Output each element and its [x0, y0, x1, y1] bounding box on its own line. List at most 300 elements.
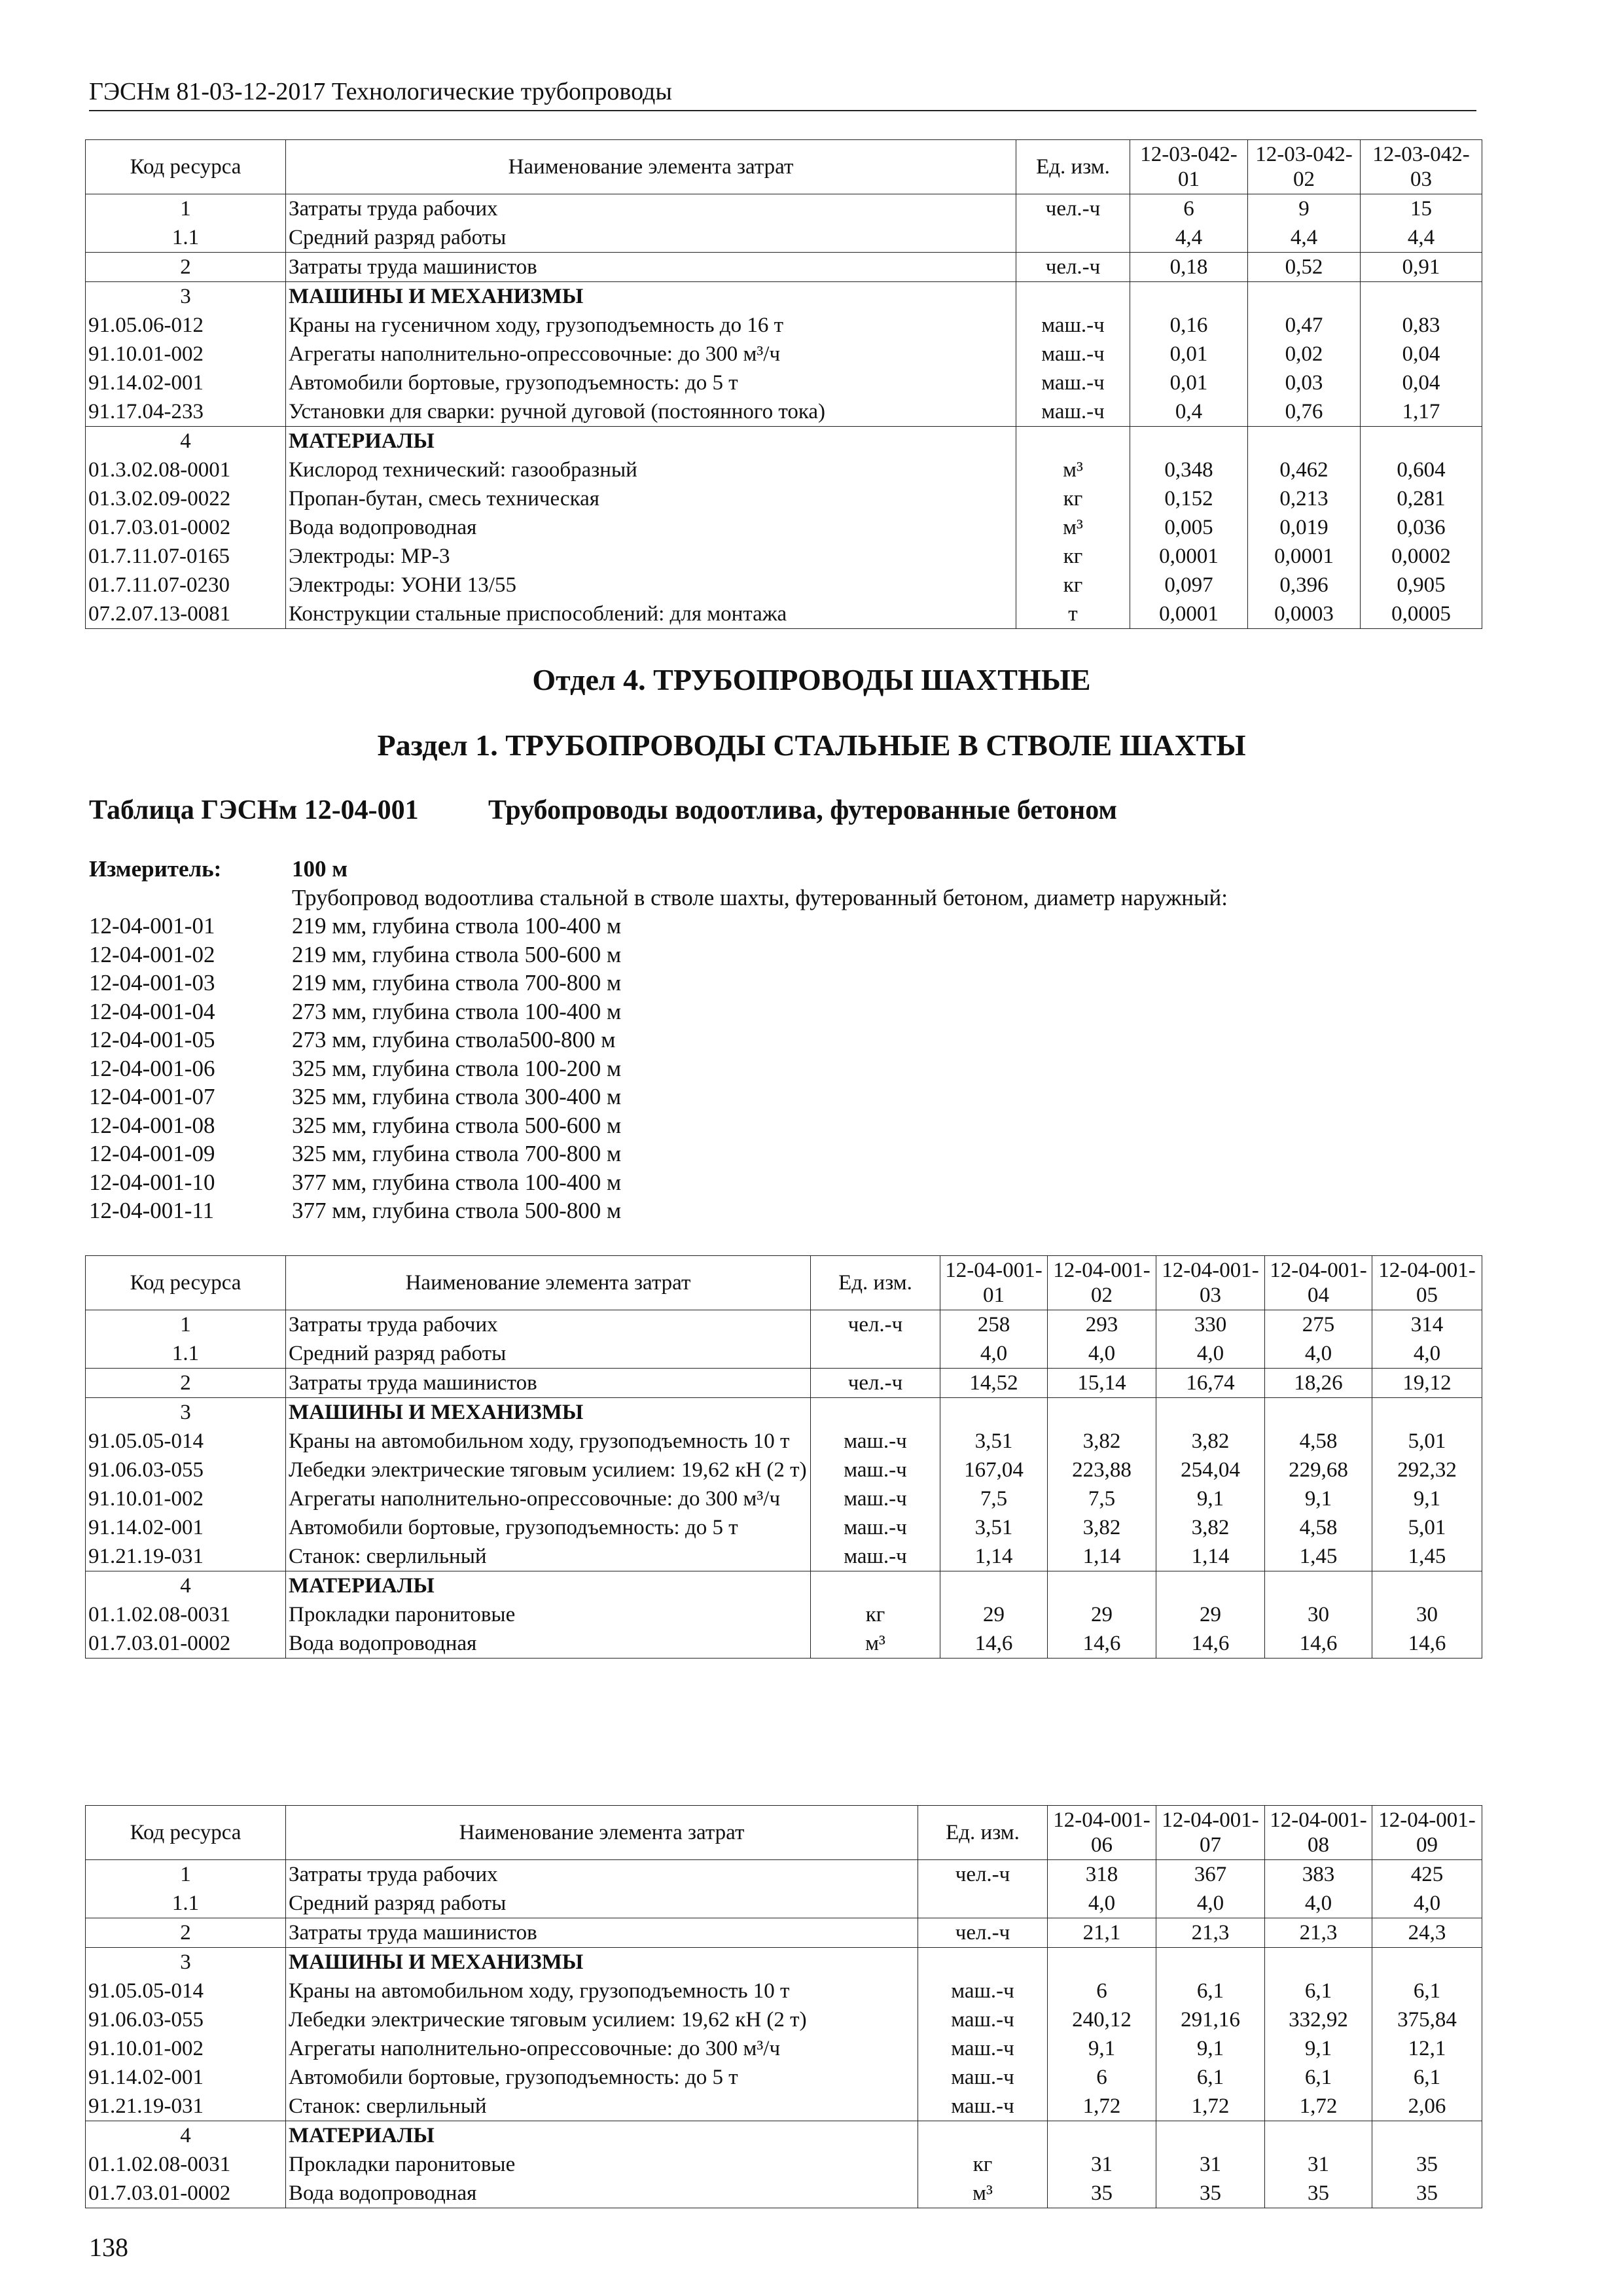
- rate-value: 425: [1372, 1860, 1482, 1890]
- rate-value: [1265, 2121, 1372, 2151]
- rate-value: 1,72: [1048, 2092, 1156, 2121]
- page-number: 138: [89, 2233, 128, 2262]
- resource-code: 01.3.02.08-0001: [86, 456, 286, 484]
- rate-value: 4,4: [1248, 223, 1361, 253]
- unit-of-measure: кг: [1016, 571, 1130, 600]
- resource-code: 91.10.01-002: [86, 1484, 286, 1513]
- table-row: [86, 1456, 1482, 1484]
- rate-value: 0,604: [1361, 456, 1482, 484]
- resource-code: 01.1.02.08-0031: [86, 2150, 286, 2179]
- cost-element-name: Вода водопроводная: [286, 2179, 918, 2208]
- rate-value: 15: [1361, 194, 1482, 224]
- resource-code: 91.14.02-001: [86, 2063, 286, 2092]
- table-row: [86, 223, 1482, 253]
- rate-value: [1048, 2121, 1156, 2151]
- rate-value: 31: [1265, 2150, 1372, 2179]
- rate-value: [1372, 1571, 1482, 1601]
- resource-code: 01.7.03.01-0002: [86, 2179, 286, 2208]
- cost-element-name: МАТЕРИАЛЫ: [286, 1571, 811, 1601]
- unit-of-measure: маш.-ч: [918, 2005, 1048, 2034]
- resource-code: 2: [86, 1918, 286, 1948]
- resource-code: 4: [86, 1571, 286, 1601]
- rate-value: 0,152: [1130, 484, 1248, 513]
- rate-value: 6,1: [1265, 2063, 1372, 2092]
- cost-element-name: Вода водопроводная: [286, 513, 1016, 542]
- unit-of-measure: м³: [1016, 456, 1130, 484]
- rate-value: [1156, 1948, 1265, 1977]
- rate-code: 12-04-001-09: [89, 1141, 215, 1166]
- resource-code: 07.2.07.13-0081: [86, 600, 286, 629]
- table-row: [86, 2121, 1482, 2151]
- rate-code: 12-04-001-01: [89, 913, 215, 939]
- rate-value: [1156, 1398, 1265, 1427]
- rate-value: 0,76: [1248, 397, 1361, 427]
- rate-value: 0,396: [1248, 571, 1361, 600]
- rate-description: 325 мм, глубина ствола 100-200 м: [292, 1055, 622, 1081]
- resource-code: 91.10.01-002: [86, 2034, 286, 2063]
- rate-value: 5,01: [1372, 1427, 1482, 1456]
- rate-value: 6: [1048, 1977, 1156, 2005]
- rate-value: 254,04: [1156, 1456, 1265, 1484]
- rate-value: 7,5: [940, 1484, 1048, 1513]
- cost-element-name: Вода водопроводная: [286, 1629, 811, 1659]
- rate-value: 30: [1265, 1600, 1372, 1629]
- cost-element-name: МАШИНЫ И МЕХАНИЗМЫ: [286, 282, 1016, 312]
- cost-element-name: Затраты труда машинистов: [286, 1918, 918, 1948]
- resource-code: 01.7.11.07-0230: [86, 571, 286, 600]
- cost-element-name: Лебедки электрические тяговым усилием: 19,62 кН (2 т): [286, 1456, 811, 1484]
- rate-value: 0,02: [1248, 340, 1361, 368]
- rate-value: [1048, 1571, 1156, 1601]
- col-header-code: Код ресурса: [86, 1256, 286, 1310]
- unit-of-measure: [1016, 223, 1130, 253]
- rate-value: [1361, 427, 1482, 456]
- cost-element-name: Краны на гусеничном ходу, грузоподъемность до 16 т: [286, 311, 1016, 340]
- unit-of-measure: чел.-ч: [1016, 194, 1130, 224]
- cost-element-name: Пропан-бутан, смесь техническая: [286, 484, 1016, 513]
- resource-code: 4: [86, 2121, 286, 2151]
- table-row: [86, 1860, 1482, 1890]
- rate-value: 383: [1265, 1860, 1372, 1890]
- col-header-unit: Ед. изм.: [1016, 140, 1130, 194]
- rate-value: 0,097: [1130, 571, 1248, 600]
- rate-description: 325 мм, глубина ствола 300-400 м: [292, 1084, 622, 1109]
- col-header-code: Код ресурса: [86, 140, 286, 194]
- measure-label: Измеритель:: [89, 856, 222, 882]
- unit-of-measure: маш.-ч: [1016, 397, 1130, 427]
- cost-element-name: Агрегаты наполнительно-опрессовочные: до 300 м³/ч: [286, 2034, 918, 2063]
- rate-value: 21,3: [1156, 1918, 1265, 1948]
- rate-value: 367: [1156, 1860, 1265, 1890]
- rate-value: 29: [1048, 1600, 1156, 1629]
- rate-value: 332,92: [1265, 2005, 1372, 2034]
- rate-value: 0,03: [1248, 368, 1361, 397]
- rate-value: 3,82: [1048, 1427, 1156, 1456]
- resource-code: 1: [86, 1860, 286, 1890]
- rate-value: 4,58: [1265, 1513, 1372, 1542]
- rate-code: 12-04-001-11: [89, 1198, 215, 1223]
- rate-value: 1,14: [1048, 1542, 1156, 1571]
- unit-of-measure: кг: [811, 1600, 940, 1629]
- rate-value: 6,1: [1265, 1977, 1372, 2005]
- rate-code: 12-04-001-07: [89, 1084, 215, 1109]
- table-row: [86, 194, 1482, 224]
- cost-element-name: Средний разряд работы: [286, 1339, 811, 1369]
- unit-of-measure: [1016, 427, 1130, 456]
- unit-of-measure: [918, 2121, 1048, 2151]
- cost-element-name: Станок: сверлильный: [286, 1542, 811, 1571]
- unit-of-measure: т: [1016, 600, 1130, 629]
- resource-code: 01.7.03.01-0002: [86, 513, 286, 542]
- table-row: [86, 340, 1482, 368]
- unit-of-measure: кг: [918, 2150, 1048, 2179]
- rate-value: 0,905: [1361, 571, 1482, 600]
- rate-value: 4,0: [1265, 1339, 1372, 1369]
- rate-value: 14,6: [1372, 1629, 1482, 1659]
- col-header-rate: 12-03-042-03: [1361, 140, 1482, 194]
- rate-value: 35: [1265, 2179, 1372, 2208]
- rate-description: 219 мм, глубина ствола 700-800 м: [292, 970, 622, 996]
- table-row: [86, 1600, 1482, 1629]
- cost-element-name: МАШИНЫ И МЕХАНИЗМЫ: [286, 1948, 918, 1977]
- col-header-rate: 12-04-001-05: [1372, 1256, 1482, 1310]
- table-row: [86, 1889, 1482, 1918]
- unit-of-measure: маш.-ч: [1016, 311, 1130, 340]
- rate-value: 4,0: [940, 1339, 1048, 1369]
- rate-value: 1,45: [1265, 1542, 1372, 1571]
- table-row: [86, 571, 1482, 600]
- col-header-rate: 12-03-042-02: [1248, 140, 1361, 194]
- table-row: [86, 311, 1482, 340]
- measure-description: Трубопровод водоотлива стальной в стволе шахты, футерованный бетоном, диаметр наружный:: [292, 884, 1228, 910]
- resource-code: 91.17.04-233: [86, 397, 286, 427]
- cost-element-name: Прокладки паронитовые: [286, 2150, 918, 2179]
- rate-description: 219 мм, глубина ствола 500-600 м: [292, 941, 622, 967]
- rate-value: 4,58: [1265, 1427, 1372, 1456]
- rate-value: 9,1: [1265, 1484, 1372, 1513]
- resource-code: 91.21.19-031: [86, 2092, 286, 2121]
- rate-description: 325 мм, глубина ствола 500-600 м: [292, 1112, 622, 1138]
- resource-code: 91.05.06-012: [86, 311, 286, 340]
- measure-item: [89, 912, 1228, 941]
- resource-code: 1.1: [86, 223, 286, 253]
- rate-value: 0,0002: [1361, 542, 1482, 571]
- resource-table-12-04-001-01-05: [85, 1255, 1482, 1659]
- rate-value: 2,06: [1372, 2092, 1482, 2121]
- rate-value: 14,52: [940, 1369, 1048, 1398]
- rate-value: 4,4: [1130, 223, 1248, 253]
- unit-of-measure: маш.-ч: [918, 2063, 1048, 2092]
- rate-value: 9,1: [1372, 1484, 1482, 1513]
- resource-code: 91.06.03-055: [86, 2005, 286, 2034]
- rate-value: [1372, 2121, 1482, 2151]
- table-row: [86, 1513, 1482, 1542]
- rate-value: 293: [1048, 1310, 1156, 1340]
- rate-value: 35: [1372, 2150, 1482, 2179]
- rate-value: 31: [1156, 2150, 1265, 2179]
- measure-item: [89, 1026, 1228, 1054]
- rate-value: 24,3: [1372, 1918, 1482, 1948]
- rate-value: [1372, 1948, 1482, 1977]
- unit-of-measure: чел.-ч: [918, 1918, 1048, 1948]
- rate-value: 291,16: [1156, 2005, 1265, 2034]
- resource-code: 01.1.02.08-0031: [86, 1600, 286, 1629]
- table-row: [86, 2092, 1482, 2121]
- unit-of-measure: кг: [1016, 542, 1130, 571]
- rate-value: [1048, 1948, 1156, 1977]
- col-header-name: Наименование элемента затрат: [286, 1806, 918, 1860]
- cost-element-name: Электроды: МР-3: [286, 542, 1016, 571]
- rate-value: 14,6: [1048, 1629, 1156, 1659]
- rate-value: 0,01: [1130, 368, 1248, 397]
- unit-of-measure: маш.-ч: [811, 1484, 940, 1513]
- table-row: [86, 1310, 1482, 1340]
- rate-value: 35: [1372, 2179, 1482, 2208]
- rate-value: 29: [940, 1600, 1048, 1629]
- part-title: Раздел 1. ТРУБОПРОВОДЫ СТАЛЬНЫЕ В СТВОЛЕ ШАХТЫ: [377, 728, 1246, 762]
- rate-value: 14,6: [1156, 1629, 1265, 1659]
- rate-value: 0,04: [1361, 368, 1482, 397]
- cost-element-name: Затраты труда рабочих: [286, 1310, 811, 1340]
- rate-value: 31: [1048, 2150, 1156, 2179]
- table-row: [86, 282, 1482, 312]
- cost-element-name: Затраты труда рабочих: [286, 1860, 918, 1890]
- col-header-rate: 12-04-001-07: [1156, 1806, 1265, 1860]
- rate-value: [1361, 282, 1482, 312]
- resource-code: 91.05.05-014: [86, 1977, 286, 2005]
- measure-item: [89, 1083, 1228, 1111]
- table-header-row: [86, 1806, 1482, 1860]
- rate-value: 15,14: [1048, 1369, 1156, 1398]
- rate-value: 240,12: [1048, 2005, 1156, 2034]
- unit-of-measure: маш.-ч: [811, 1427, 940, 1456]
- table-row: [86, 2179, 1482, 2208]
- rate-value: 14,6: [940, 1629, 1048, 1659]
- rate-value: 6,1: [1156, 2063, 1265, 2092]
- rate-value: 0,0005: [1361, 600, 1482, 629]
- rate-code: 12-04-001-10: [89, 1169, 215, 1195]
- table-row: [86, 1977, 1482, 2005]
- rate-value: [1265, 1948, 1372, 1977]
- rate-code: 12-04-001-02: [89, 941, 215, 967]
- cost-element-name: Конструкции стальные приспособлений: для монтажа: [286, 600, 1016, 629]
- rate-value: [940, 1398, 1048, 1427]
- table-row: [86, 1369, 1482, 1398]
- measure-item: [89, 1196, 1228, 1225]
- resource-code: 91.21.19-031: [86, 1542, 286, 1571]
- rate-value: [1372, 1398, 1482, 1427]
- rate-value: 0,462: [1248, 456, 1361, 484]
- rate-value: 7,5: [1048, 1484, 1156, 1513]
- rate-value: 0,18: [1130, 253, 1248, 282]
- table-row: [86, 456, 1482, 484]
- rate-description: 377 мм, глубина ствола 100-400 м: [292, 1169, 622, 1195]
- rate-value: 0,005: [1130, 513, 1248, 542]
- unit-of-measure: [811, 1571, 940, 1601]
- resource-code: 91.14.02-001: [86, 368, 286, 397]
- col-header-rate: 12-04-001-03: [1156, 1256, 1265, 1310]
- table-row: [86, 600, 1482, 629]
- resource-code: 91.10.01-002: [86, 340, 286, 368]
- table-row: [86, 513, 1482, 542]
- col-header-unit: Ед. изм.: [811, 1256, 940, 1310]
- rate-value: 9,1: [1156, 2034, 1265, 2063]
- rate-value: 4,0: [1156, 1889, 1265, 1918]
- rate-value: 0,91: [1361, 253, 1482, 282]
- col-header-unit: Ед. изм.: [918, 1806, 1048, 1860]
- table-row: [86, 2063, 1482, 2092]
- rate-value: 4,0: [1048, 1889, 1156, 1918]
- rate-value: 30: [1372, 1600, 1482, 1629]
- table-row: [86, 542, 1482, 571]
- rate-value: 229,68: [1265, 1456, 1372, 1484]
- table-row: [86, 1427, 1482, 1456]
- rate-value: 6: [1048, 2063, 1156, 2092]
- col-header-rate: 12-03-042-01: [1130, 140, 1248, 194]
- table-row: [86, 2034, 1482, 2063]
- table-row: [86, 1398, 1482, 1427]
- rate-value: 0,01: [1130, 340, 1248, 368]
- resource-code: 1: [86, 1310, 286, 1340]
- measure-item: [89, 941, 1228, 969]
- table-row: [86, 253, 1482, 282]
- rate-description: 219 мм, глубина ствола 100-400 м: [292, 913, 622, 939]
- resource-code: 1: [86, 194, 286, 224]
- cost-element-name: Прокладки паронитовые: [286, 1600, 811, 1629]
- measure-description-row: [89, 884, 1228, 912]
- rate-value: 6,1: [1372, 2063, 1482, 2092]
- col-header-rate: 12-04-001-02: [1048, 1256, 1156, 1310]
- rate-value: 0,52: [1248, 253, 1361, 282]
- rate-value: 1,45: [1372, 1542, 1482, 1571]
- cost-element-name: Агрегаты наполнительно-опрессовочные: до 300 м³/ч: [286, 1484, 811, 1513]
- resource-code: 91.14.02-001: [86, 1513, 286, 1542]
- rate-value: 1,72: [1265, 2092, 1372, 2121]
- rate-code: 12-04-001-03: [89, 970, 215, 996]
- col-header-code: Код ресурса: [86, 1806, 286, 1860]
- measure-block: [89, 855, 1228, 1225]
- table-row: [86, 1542, 1482, 1571]
- resource-code: 91.06.03-055: [86, 1456, 286, 1484]
- col-header-rate: 12-04-001-01: [940, 1256, 1048, 1310]
- cost-element-name: Краны на автомобильном ходу, грузоподъемность 10 т: [286, 1977, 918, 2005]
- cost-element-name: Станок: сверлильный: [286, 2092, 918, 2121]
- rate-value: [1265, 1571, 1372, 1601]
- rate-value: [1156, 1571, 1265, 1601]
- rate-value: 223,88: [1048, 1456, 1156, 1484]
- rate-value: 3,51: [940, 1427, 1048, 1456]
- running-header: ГЭСНм 81-03-12-2017 Технологические трубопроводы: [89, 77, 1476, 111]
- rate-description: 273 мм, глубина ствола500-800 м: [292, 1027, 616, 1052]
- rate-value: 4,0: [1156, 1339, 1265, 1369]
- rate-value: 0,0001: [1130, 600, 1248, 629]
- division-title: Отдел 4. ТРУБОПРОВОДЫ ШАХТНЫЕ: [532, 663, 1091, 696]
- col-header-rate: 12-04-001-08: [1265, 1806, 1372, 1860]
- rate-value: 0,04: [1361, 340, 1482, 368]
- table-row: [86, 2005, 1482, 2034]
- unit-of-measure: маш.-ч: [918, 1977, 1048, 2005]
- rate-value: 3,82: [1048, 1513, 1156, 1542]
- rate-value: 9,1: [1265, 2034, 1372, 2063]
- table-row: [86, 484, 1482, 513]
- rate-value: 3,51: [940, 1513, 1048, 1542]
- table-row: [86, 397, 1482, 427]
- unit-of-measure: маш.-ч: [1016, 340, 1130, 368]
- rate-value: 4,0: [1265, 1889, 1372, 1918]
- unit-of-measure: маш.-ч: [811, 1513, 940, 1542]
- rate-value: 21,3: [1265, 1918, 1372, 1948]
- rate-value: 4,4: [1361, 223, 1482, 253]
- resource-code: 01.7.03.01-0002: [86, 1629, 286, 1659]
- cost-element-name: Кислород технический: газообразный: [286, 456, 1016, 484]
- unit-of-measure: маш.-ч: [918, 2092, 1048, 2121]
- resource-code: 01.7.11.07-0165: [86, 542, 286, 571]
- rate-value: 0,0001: [1248, 542, 1361, 571]
- unit-of-measure: маш.-ч: [811, 1542, 940, 1571]
- table-row: [86, 1339, 1482, 1369]
- cost-element-name: МАТЕРИАЛЫ: [286, 2121, 918, 2151]
- rate-value: 19,12: [1372, 1369, 1482, 1398]
- rate-code: 12-04-001-08: [89, 1112, 215, 1138]
- measure-item: [89, 1111, 1228, 1140]
- cost-element-name: Средний разряд работы: [286, 223, 1016, 253]
- unit-of-measure: [918, 1889, 1048, 1918]
- table-row: [86, 1484, 1482, 1513]
- table-row: [86, 2150, 1482, 2179]
- rate-value: 0,281: [1361, 484, 1482, 513]
- rate-value: 314: [1372, 1310, 1482, 1340]
- table-row: [86, 1629, 1482, 1659]
- resource-code: 3: [86, 1398, 286, 1427]
- col-header-rate: 12-04-001-04: [1265, 1256, 1372, 1310]
- unit-of-measure: м³: [811, 1629, 940, 1659]
- rate-value: 4,0: [1372, 1339, 1482, 1369]
- unit-of-measure: [918, 1948, 1048, 1977]
- rate-value: 6,1: [1156, 1977, 1265, 2005]
- rate-value: 1,72: [1156, 2092, 1265, 2121]
- rate-value: [1248, 427, 1361, 456]
- cost-element-name: Агрегаты наполнительно-опрессовочные: до 300 м³/ч: [286, 340, 1016, 368]
- resource-code: 01.3.02.09-0022: [86, 484, 286, 513]
- unit-of-measure: чел.-ч: [1016, 253, 1130, 282]
- measure-item: [89, 1139, 1228, 1168]
- unit-of-measure: чел.-ч: [811, 1310, 940, 1340]
- rate-value: 4,0: [1048, 1339, 1156, 1369]
- rate-value: 4,0: [1372, 1889, 1482, 1918]
- rate-value: 9,1: [1156, 1484, 1265, 1513]
- table-row: [86, 427, 1482, 456]
- resource-table-12-03-042: [85, 139, 1482, 629]
- rate-value: [1156, 2121, 1265, 2151]
- rate-value: 18,26: [1265, 1369, 1372, 1398]
- rate-description: 273 мм, глубина ствола 100-400 м: [292, 998, 622, 1024]
- cost-element-name: Затраты труда машинистов: [286, 1369, 811, 1398]
- rate-value: [1248, 282, 1361, 312]
- rate-value: 6,1: [1372, 1977, 1482, 2005]
- rate-value: 0,036: [1361, 513, 1482, 542]
- table-title: [89, 795, 1117, 826]
- rate-description: 325 мм, глубина ствола 700-800 м: [292, 1141, 622, 1166]
- table-row: [86, 1948, 1482, 1977]
- rate-value: 0,213: [1248, 484, 1361, 513]
- resource-table-12-04-001-06-09: [85, 1805, 1482, 2208]
- cost-element-name: Установки для сварки: ручной дуговой (постоянного тока): [286, 397, 1016, 427]
- unit-of-measure: [811, 1398, 940, 1427]
- unit-of-measure: м³: [918, 2179, 1048, 2208]
- measure-value: 100 м: [292, 856, 348, 882]
- rate-value: [940, 1571, 1048, 1601]
- rate-value: 3,82: [1156, 1513, 1265, 1542]
